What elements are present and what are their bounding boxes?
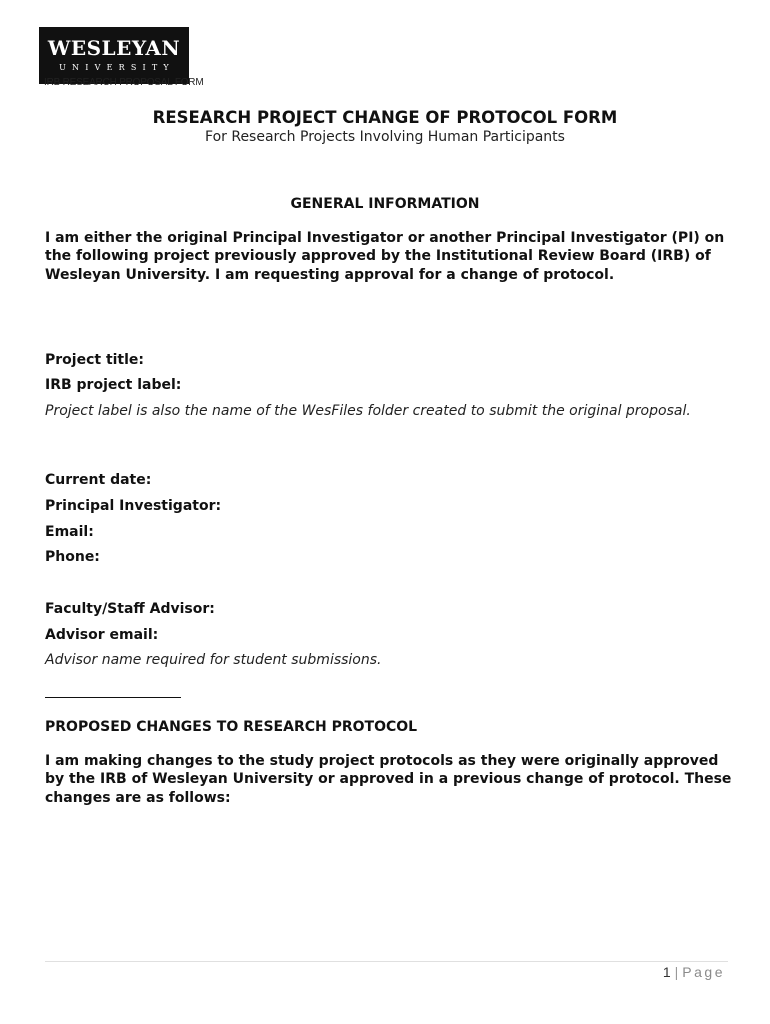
principal-investigator-label: Principal Investigator: bbox=[45, 498, 222, 514]
page-word: Page bbox=[682, 964, 725, 980]
advisor-label: Faculty/Staff Advisor: bbox=[45, 601, 215, 617]
changes-statement: I am making changes to the study project protocols as they were originally approved by the IRB of Wesleyan University or approved in a previous change of protocol. These changes are as follows: bbox=[45, 753, 732, 806]
irb-project-label: IRB project label: bbox=[45, 377, 182, 393]
page-title: RESEARCH PROJECT CHANGE OF PROTOCOL FORM bbox=[152, 108, 618, 127]
general-information-heading: GENERAL INFORMATION bbox=[290, 196, 480, 212]
general-statement: I am either the original Principal Investigator or another Principal Investigator (PI) on the following project previously approved by the Institutional Review Board (IRB) of Wesleyan University. I am requesting approval for a change of protocol. bbox=[45, 230, 725, 283]
advisor-email-label: Advisor email: bbox=[45, 627, 159, 643]
page-footer bbox=[663, 964, 725, 981]
page-number: 1 bbox=[662, 964, 671, 980]
section-divider bbox=[45, 697, 181, 698]
header-form-label: IRB RESEARCH PROPOSAL FORM bbox=[44, 77, 204, 88]
footer-divider bbox=[45, 961, 728, 962]
advisor-note: Advisor name required for student submissions. bbox=[45, 652, 382, 668]
phone-label: Phone: bbox=[45, 549, 100, 565]
footer-separator: | bbox=[674, 964, 679, 980]
email-label: Email: bbox=[45, 524, 94, 540]
logo-subtitle: UNIVERSITY bbox=[59, 63, 175, 72]
irb-label-note: Project label is also the name of the WesFiles folder created to submit the original proposal. bbox=[45, 403, 691, 419]
logo-wordmark: WESLEYAN bbox=[47, 36, 181, 60]
page-subtitle: For Research Projects Involving Human Participants bbox=[205, 129, 565, 145]
wesleyan-logo bbox=[39, 27, 189, 84]
project-title-label: Project title: bbox=[45, 352, 145, 368]
current-date-label: Current date: bbox=[45, 472, 152, 488]
proposed-changes-heading: PROPOSED CHANGES TO RESEARCH PROTOCOL bbox=[45, 719, 418, 735]
